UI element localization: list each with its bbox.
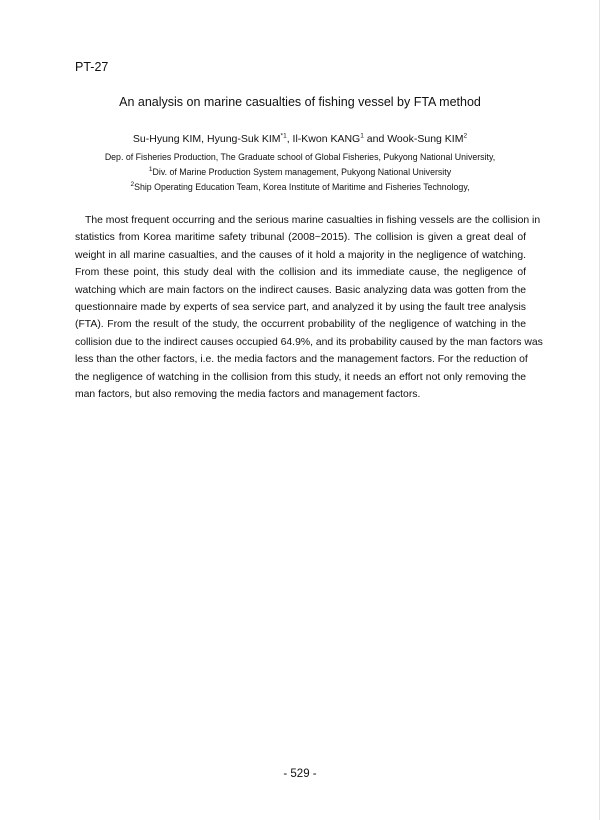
abstract-line: questionnaire made by experts of sea service part, and analyzed it by using the fault tree analysis: [75, 301, 526, 313]
author-line: [0, 133, 600, 145]
affiliation-0: [0, 151, 600, 163]
author-names-3: and Wook-Sung KIM: [363, 133, 464, 145]
paper-code: PT-27: [75, 60, 109, 74]
abstract-line: collision due to the indirect causes occupied 64.9%, and its probability caused by the man factors was: [75, 336, 543, 348]
affiliation-2-superscript: 2: [130, 181, 135, 189]
author-names-2: , Il-Kwon KANG: [286, 133, 361, 145]
abstract-line: The most frequent occurring and the serious marine casualties in fishing vessels are the collision in: [85, 215, 541, 226]
abstract-line: the negligence of watching in the collision from this study, it needs an effort not only removing the: [75, 371, 526, 383]
abstract-line: From these point, this study deal with the collision and its immediate cause, the negligence of: [75, 267, 526, 279]
author-superscript-1: *1: [280, 132, 287, 140]
affiliation-1: [0, 166, 600, 178]
author-names-1: Su-Hyung KIM, Hyung-Suk KIM: [132, 133, 281, 145]
author-superscript-3: 2: [463, 132, 468, 140]
affiliation-2: [0, 181, 600, 193]
affiliation-0-text: Dep. of Fisheries Production, The Graduate school of Global Fisheries, Pukyong National University,: [104, 152, 496, 162]
paper-title: An analysis on marine casualties of fishing vessel by FTA method: [119, 95, 481, 109]
abstract-line: man factors, but also removing the media factors and management factors.: [75, 388, 421, 400]
abstract-line: less than the other factors, i.e. the media factors and the management factors. For the reduction of: [75, 354, 528, 366]
abstract-line: statistics from Korea maritime safety tribunal (2008~2015). The collision is given a great deal of: [75, 232, 526, 244]
abstract-line: weight in all marine casualties, and the causes of it hold a majority in the negligence of watching.: [75, 249, 526, 261]
abstract-paragraph: [75, 212, 543, 403]
abstract-line: (FTA). From the result of the study, the occurrent probability of the negligence of watching in the: [75, 319, 526, 331]
author-superscript-2: 1: [360, 132, 364, 140]
page-number: - 529 -: [283, 768, 317, 780]
affiliation-2-text: Ship Operating Education Team, Korea Institute of Maritime and Fisheries Technology,: [134, 182, 470, 192]
affiliation-1-superscript: 1: [148, 166, 153, 174]
affiliation-1-text: Div. of Marine Production System management, Pukyong National University: [152, 167, 452, 177]
abstract-line: watching which are main factors on the indirect causes. Basic analyzing data was gotten from the: [75, 284, 526, 296]
